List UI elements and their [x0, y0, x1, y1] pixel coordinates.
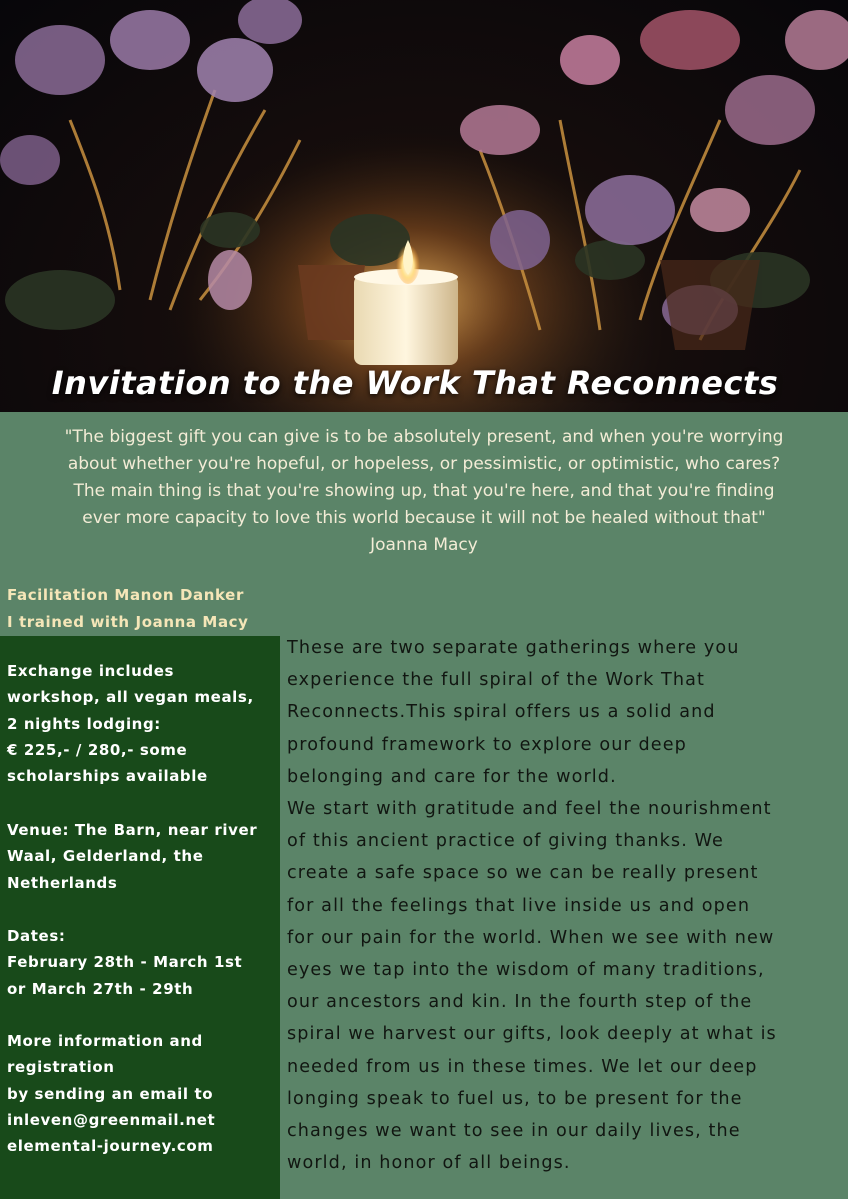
price-line: € 225,- / 280,- some: [7, 740, 188, 759]
info-line: by sending an email to: [7, 1084, 214, 1103]
quote-line: ever more capacity to love this world because it will not be healed without that": [82, 508, 766, 528]
info-line: registration: [7, 1058, 115, 1077]
joanna-macy-quote: [0, 424, 848, 559]
body-line: belonging and care for the world.: [287, 766, 617, 787]
description-text: [287, 632, 843, 1179]
registration-info: [7, 1028, 215, 1159]
body-line: create a safe space so we can be really present: [287, 863, 759, 884]
body-line: world, in honor of all beings.: [287, 1153, 571, 1174]
exchange-line: scholarships available: [7, 767, 208, 786]
quote-line: "The biggest gift you can give is to be absolutely present, and when you're worrying: [64, 427, 784, 447]
venue-line: Netherlands: [7, 873, 118, 892]
dates-info: [7, 923, 242, 1002]
body-line: longing speak to fuel us, to be present for the: [287, 1088, 743, 1109]
quote-author: Joanna Macy: [370, 535, 478, 555]
website-link[interactable]: elemental-journey.com: [7, 1137, 214, 1156]
exchange-info: [7, 658, 254, 789]
body-line: profound framework to explore our deep: [287, 734, 687, 755]
body-line: for our pain for the world. When we see with new: [287, 927, 775, 948]
body-line: experience the full spiral of the Work That: [287, 670, 706, 691]
page-title: Invitation to the Work That Reconnects: [51, 364, 779, 402]
candle-and-flowers-illustration: [0, 0, 848, 412]
facilitation-info: [7, 582, 249, 636]
venue-line: Venue: The Barn, near river: [7, 821, 258, 839]
body-line: These are two separate gatherings where you: [287, 638, 740, 658]
info-line: More information and: [7, 1032, 203, 1050]
body-line: eyes we tap into the wisdom of many traditions,: [287, 960, 765, 981]
body-line: changes we want to see in our daily lives, the: [287, 1121, 741, 1142]
body-line: Reconnects.This spiral offers us a solid and: [287, 702, 716, 723]
body-line: for all the feelings that live inside us and open: [287, 895, 751, 916]
details-sidebar: [0, 636, 280, 1199]
body-line: of this ancient practice of giving thanks. We: [287, 831, 724, 852]
body-line: spiral we harvest our gifts, look deeply at what is: [287, 1024, 777, 1045]
exchange-line: workshop, all vegan meals,: [7, 688, 254, 707]
date-option: February 28th - March 1st: [7, 953, 243, 972]
quote-line: about whether you're hopeful, or hopeless, or pessimistic, or optimistic, who cares?: [67, 454, 781, 474]
venue-info: [7, 817, 257, 896]
facilitator-training: I trained with Joanna Macy: [7, 613, 249, 631]
facilitator-name: Facilitation Manon Danker: [7, 586, 244, 604]
quote-line: The main thing is that you're showing up, that you're here, and that you're finding: [73, 481, 775, 501]
body-line: our ancestors and kin. In the fourth step of the: [287, 992, 753, 1013]
exchange-line: Exchange includes: [7, 662, 174, 680]
email-address[interactable]: inleven@greenmail.net: [7, 1110, 216, 1129]
exchange-line: 2 nights lodging:: [7, 714, 161, 733]
date-option: or March 27th - 29th: [7, 979, 194, 998]
dates-label: Dates:: [7, 927, 66, 945]
body-line: needed from us in these times. We let our deep: [287, 1056, 758, 1077]
venue-line: Waal, Gelderland, the: [7, 847, 204, 866]
hero-photo: [0, 0, 848, 412]
body-line: We start with gratitude and feel the nourishment: [287, 799, 772, 820]
